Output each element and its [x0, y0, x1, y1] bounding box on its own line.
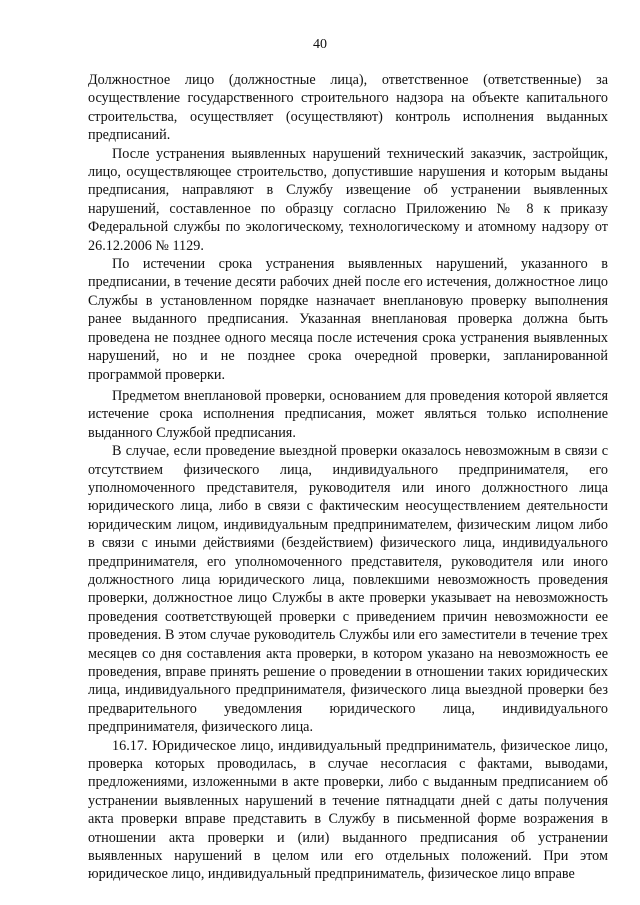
page-number: 40	[313, 37, 327, 52]
document-body	[88, 71, 608, 884]
paragraph-2: После устранения выявленных нарушений технический заказчик, застройщик, лицо, осуществляющее строительство, допустившие нарушения и которым выданы предписания, направляют в Службу извещение об устранении выявленных нарушений, составленное по образцу согласно Приложению № 8 к приказу Федеральной службы по экологическому, технологическому и атомному надзору от 26.12.2006 № 1129.	[88, 145, 608, 254]
paragraph-3: По истечении срока устранения выявленных нарушений, указанного в предписании, в течение десяти рабочих дней после его истечения, должностное лицо Службы в установленном порядке назначает внеплановую проверку выполнения ранее выданного предписания. Указанная внеплановая проверка должна быть проведена не позднее одного месяца после истечения срока устранения выявленных нарушений, но и не позднее срока очередной проверки, запланированной программой проверки.	[88, 256, 608, 383]
paragraph-5: В случае, если проведение выездной проверки оказалось невозможным в связи с отсутствием физического лица, индивидуального предпринимателя, его уполномоченного представителя, руководителя или иного должностного лица юридического лица, либо в связи с фактическим неосуществлением деятельности юридическим лицом, индивидуальным предпринимателем, физическим лицом либо в связи с иными действиями (бездействием) физического лица, индивидуального предпринимателя, его уполномоченного представителя, руководителя или иного должностного лица юридического лица, повлекшими невозможность проведения проверки, должностное лицо Службы в акте проверки указывает на невозможность проведения соответствующей проверки с приведением причин невозможности ее проведения. В этом случае руководитель Службы или его заместители в течение трех месяцев со дня составления акта проверки, в котором указано на невозможность ее проведения, вправе принять решение о проведении в отношении таких юридических лица, индивидуального предпринимателя, физического лица выездной проверки без предварительного уведомления юридического лица, индивидуального предпринимателя, физического лица.	[88, 443, 608, 736]
paragraph-1: Должностное лицо (должностные лица), ответственное (ответственные) за осуществление государственного строительного надзора на объекте капитального строительства, осуществляет (осуществляют) контроль исполнения выданных предписаний.	[88, 72, 608, 144]
paragraph-4: Предметом внеплановой проверки, основанием для проведения которой является истечение срока исполнения предписания, может являться только исполнение выданного Службой предписания.	[88, 387, 608, 441]
paragraph-6: 16.17. Юридическое лицо, индивидуальный предприниматель, физическое лицо, проверка которых проводилась, в случае несогласия с фактами, выводами, предложениями, изложенными в акте проверки, либо с выданным предписанием об устранении выявленных нарушений в течение пятнадцати дней с даты получения акта проверки вправе представить в Службу в письменной форме возражения в отношении акта проверки и (или) выданного предписания об устранении выявленных нарушений в целом или его отдельных положений. При этом юридическое лицо, индивидуальный предприниматель, физическое лицо вправе	[88, 737, 608, 883]
